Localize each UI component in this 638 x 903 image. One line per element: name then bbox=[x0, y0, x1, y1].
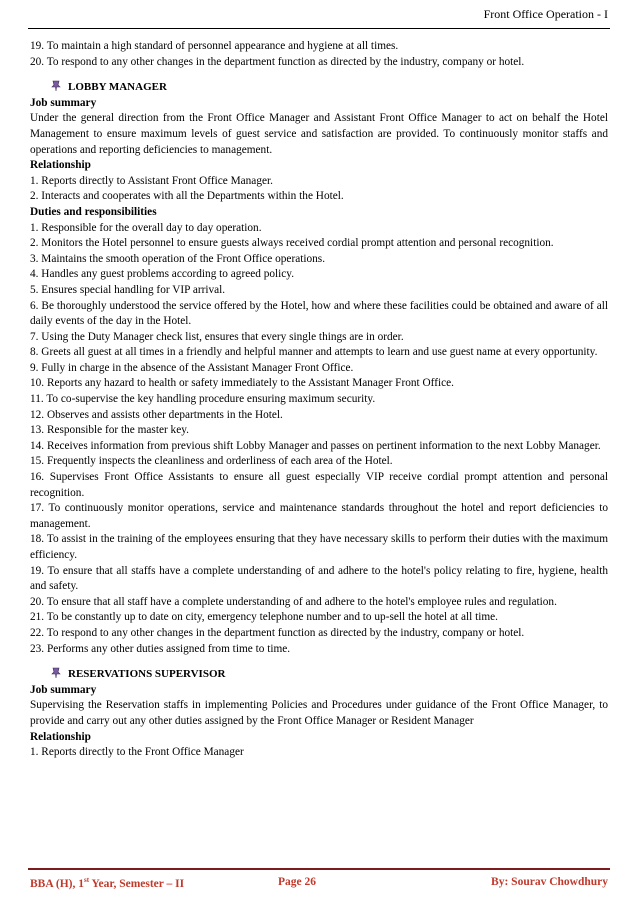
intro-line: 20. To respond to any other changes in the department function as directed by the industry, company or hotel. bbox=[30, 55, 525, 68]
document-body bbox=[30, 39, 608, 761]
list-item: 1. Reports directly to the Front Office Manager bbox=[30, 746, 244, 759]
list-item: 23. Performs any other duties assigned from time to time. bbox=[30, 642, 291, 655]
list-item: 1. Responsible for the overall day to day operation. bbox=[30, 221, 262, 234]
list-item: 10. Reports any hazard to health or safety immediately to the Assistant Manager Front Office. bbox=[30, 377, 454, 390]
list-item: 1. Reports directly to Assistant Front Office Manager. bbox=[30, 174, 273, 187]
list-item: 19. To ensure that all staffs have a complete understanding of and adhere to the hotel's policy relating to fire, hygiene, health and safety. bbox=[30, 564, 608, 593]
section-title-lobby-manager bbox=[50, 80, 608, 96]
list-item: 17. To continuously monitor operations, service and maintenance standards throughout the hotel and report deficiencies to management. bbox=[30, 502, 608, 530]
list-item: 4. Handles any guest problems according to agreed policy. bbox=[30, 268, 295, 281]
relationship-list bbox=[30, 745, 608, 761]
list-item: 3. Maintains the smooth operation of the Front Office operations. bbox=[30, 252, 326, 265]
list-item: 7. Using the Duty Manager check list, ensures that every single things are in order. bbox=[30, 330, 404, 343]
relationship-heading: Relationship bbox=[30, 159, 91, 172]
list-item: 13. Responsible for the master key. bbox=[30, 424, 189, 437]
list-item: 9. Fully in charge in the absence of the Assistant Manager Front Office. bbox=[30, 361, 354, 374]
footer-author: By: Sourav Chowdhury bbox=[491, 876, 608, 888]
footer-course: BBA (H), 1st Year, Semester – II bbox=[30, 876, 185, 890]
section-title-text: LOBBY MANAGER bbox=[68, 81, 167, 94]
job-summary-heading: Job summary bbox=[30, 683, 97, 696]
page-header bbox=[28, 6, 610, 29]
header-title: Front Office Operation - I bbox=[483, 7, 608, 21]
list-item: 8. Greets all guest at all times in a friendly and helpful manner and attempts to learn and use guest name at every opportunity. bbox=[30, 346, 598, 359]
job-summary-text: Supervising the Reservation staffs in implementing Policies and Procedures under guidance of the Front Office Manager, to provide and carry out any other duties assigned by the Front Office Manager or Resident Manager bbox=[30, 699, 608, 727]
list-item: 22. To respond to any other changes in the department function as directed by the industry, company or hotel. bbox=[30, 626, 525, 639]
list-item: 12. Observes and assists other departments in the Hotel. bbox=[30, 408, 283, 421]
pushpin-icon bbox=[50, 80, 62, 92]
list-item: 14. Receives information from previous shift Lobby Manager and passes on pertinent information to the next Lobby Manager. bbox=[30, 439, 601, 452]
duties-heading: Duties and responsibilities bbox=[30, 205, 157, 218]
relationship-heading: Relationship bbox=[30, 730, 91, 743]
relationship-list bbox=[30, 174, 608, 205]
section-title-text: RESERVATIONS SUPERVISOR bbox=[68, 668, 226, 681]
list-item: 16. Supervises Front Office Assistants to ensure all guest especially VIP receive cordial prompt attention and personal recognition. bbox=[30, 471, 608, 499]
pushpin-icon bbox=[50, 667, 62, 679]
list-item: 2. Interacts and cooperates with all the Departments within the Hotel. bbox=[30, 190, 344, 203]
page-footer bbox=[28, 868, 610, 896]
list-item: 5. Ensures special handling for VIP arrival. bbox=[30, 283, 226, 296]
job-summary-text: Under the general direction from the Front Office Manager and Assistant Front Office Manager to act on behalf the Hotel Management to ensure maximum levels of guest service and satisfaction are provided. To continuously monitor staffs and operations and reporting deficiencies to management. bbox=[30, 112, 608, 156]
list-item: 20. To ensure that all staff have a complete understanding of and adhere to the hotel's employee rules and regulation. bbox=[30, 595, 557, 608]
list-item: 11. To co-supervise the key handling procedure ensuring maximum security. bbox=[30, 393, 376, 406]
list-item: 21. To be constantly up to date on city, emergency telephone number and to up-sell the hotel at all time. bbox=[30, 611, 499, 624]
duties-list bbox=[30, 221, 608, 658]
section-title-reservations-supervisor bbox=[50, 667, 608, 683]
job-summary-heading: Job summary bbox=[30, 96, 97, 109]
list-item: 2. Monitors the Hotel personnel to ensure guests always received cordial prompt attention and personal recognition. bbox=[30, 237, 554, 250]
list-item: 18. To assist in the training of the employees ensuring that they have necessary skills to perform their duties with the maximum efficiency. bbox=[30, 533, 608, 561]
intro-line: 19. To maintain a high standard of personnel appearance and hygiene at all times. bbox=[30, 40, 399, 52]
list-item: 6. Be thoroughly understood the service offered by the Hotel, how and where these facilities could be obtained and aware of all daily events of the day in the Hotel. bbox=[30, 299, 608, 328]
footer-page-number: Page 26 bbox=[278, 876, 317, 888]
list-item: 15. Frequently inspects the cleanliness and orderliness of each area of the Hotel. bbox=[30, 455, 393, 468]
